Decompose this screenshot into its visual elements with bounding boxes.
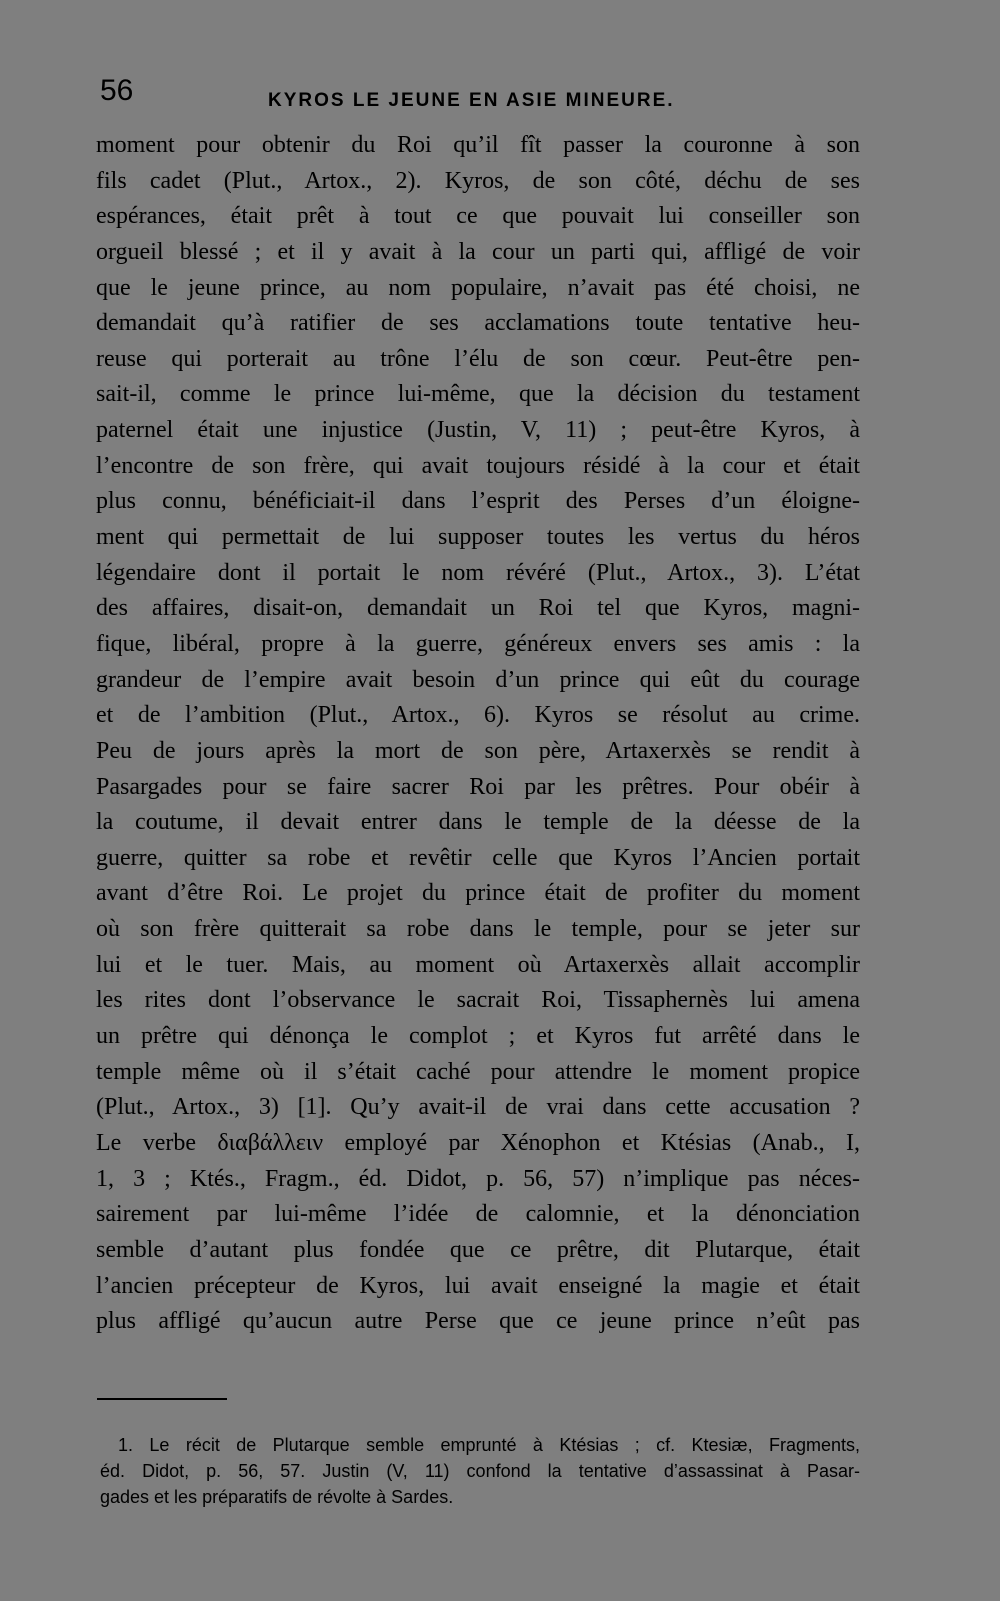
text-line: un prêtre qui dénonça le complot ; et Kyros fut arrêté dans le [96, 1023, 860, 1050]
text-line: Le verbe διαβάλλειν employé par Xénophon et Ktésias (Anab., I, [96, 1129, 860, 1156]
text-line: moment pour obtenir du Roi qu’il fît passer la couronne à son [96, 132, 860, 158]
page-number: 56 [100, 74, 134, 107]
text-line: la coutume, il devait entrer dans le temple de la déesse de la [96, 809, 860, 836]
body-text [96, 128, 860, 1340]
text-line: Peu de jours après la mort de son père, Artaxerxès se rendit à [96, 737, 860, 764]
text-line: reuse qui porterait au trône l’élu de son cœur. Peut-être pen- [96, 345, 860, 372]
text-line: et de l’ambition (Plut., Artox., 6). Kyros se résolut au crime. [96, 702, 860, 729]
text-line: légendaire dont il portait le nom révéré (Plut., Artox., 3). L’état [96, 559, 860, 586]
text-line: demandait qu’à ratifier de ses acclamations toute tentative heu- [96, 310, 860, 337]
text-line: où son frère quitterait sa robe dans le temple, pour se jeter sur [96, 916, 860, 943]
text-line: temple même où il s’était caché pour attendre le moment propice [96, 1058, 860, 1085]
text-line: semble d’autant plus fondée que ce prêtre, dit Plutarque, était [96, 1236, 860, 1263]
running-title: KYROS LE JEUNE EN ASIE MINEURE. [268, 90, 675, 111]
text-line: l’encontre de son frère, qui avait toujours résidé à la cour et était [96, 452, 860, 479]
footnote-line: éd. Didot, p. 56, 57. Justin (V, 11) confond la tentative d’assassinat à Pasar- [100, 1461, 860, 1481]
footnotes [100, 1432, 860, 1510]
text-line: grandeur de l’empire avait besoin d’un prince qui eût du courage [96, 666, 860, 693]
text-line: sairement par lui-même l’idée de calomnie, et la dénonciation [96, 1201, 860, 1228]
text-line: que le jeune prince, au nom populaire, n’avait pas été choisi, ne [96, 274, 860, 301]
text-line: lui et le tuer. Mais, au moment où Artaxerxès allait accomplir [96, 951, 860, 978]
text-line: des affaires, disait-on, demandait un Roi tel que Kyros, magni- [96, 595, 860, 622]
text-line: fique, libéral, propre à la guerre, généreux envers ses amis : la [96, 630, 860, 657]
text-line: fils cadet (Plut., Artox., 2). Kyros, de son côté, déchu de ses [96, 167, 860, 194]
text-line: espérances, était prêt à tout ce que pouvait lui conseiller son [96, 203, 860, 230]
text-line: ment qui permettait de lui supposer toutes les vertus du héros [96, 524, 860, 551]
text-line: plus connu, bénéficiait-il dans l’esprit des Perses d’un éloigne- [96, 488, 860, 515]
footnote-rule [97, 1398, 227, 1400]
text-line: 1, 3 ; Ktés., Fragm., éd. Didot, p. 56, 57) n’implique pas néces- [96, 1165, 860, 1192]
text-line: avant d’être Roi. Le projet du prince était de profiter du moment [96, 880, 860, 907]
footnote-line: gades et les préparatifs de révolte à Sardes. [100, 1487, 454, 1507]
text-line: orgueil blessé ; et il y avait à la cour un parti qui, affligé de voir [96, 238, 860, 265]
text-line: les rites dont l’observance le sacrait Roi, Tissaphernès lui amena [96, 987, 860, 1014]
footnote-line: 1. Le récit de Plutarque semble emprunté à Ktésias ; cf. Ktesiæ, Fragments, [118, 1435, 860, 1455]
text-line: (Plut., Artox., 3) [1]. Qu’y avait-il de vrai dans cette accusation ? [96, 1094, 860, 1121]
text-line: paternel était une injustice (Justin, V, 11) ; peut-être Kyros, à [96, 417, 860, 444]
text-line: guerre, quitter sa robe et revêtir celle que Kyros l’Ancien portait [96, 844, 860, 871]
text-line: plus affligé qu’aucun autre Perse que ce jeune prince n’eût pas [96, 1308, 860, 1335]
page-header [100, 74, 860, 110]
text-line: sait-il, comme le prince lui-même, que la décision du testament [96, 381, 860, 408]
text-line: l’ancien précepteur de Kyros, lui avait enseigné la magie et était [96, 1272, 860, 1299]
text-line: Pasargades pour se faire sacrer Roi par les prêtres. Pour obéir à [96, 773, 860, 800]
